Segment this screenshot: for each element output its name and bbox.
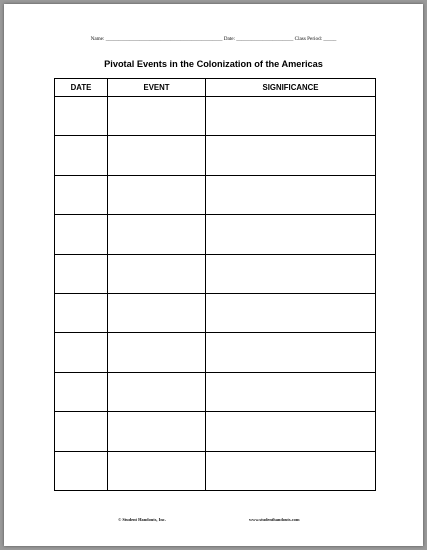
events-table <box>54 78 376 491</box>
table-row <box>55 372 376 411</box>
worksheet-title: Pivotal Events in the Colonization of the Americas <box>104 59 323 69</box>
table-row <box>55 136 376 175</box>
event-cell[interactable] <box>108 175 206 214</box>
copyright-text: © Student Handouts, Inc. <box>118 517 166 522</box>
table-header-row <box>55 79 376 97</box>
significance-cell[interactable] <box>206 97 376 136</box>
student-info-line: Name: _____________________________________________ Date: ______________________ Class Period: _____ <box>90 36 337 42</box>
table-row <box>55 254 376 293</box>
table-row <box>55 451 376 490</box>
column-header-date: DATE <box>55 79 108 97</box>
date-cell[interactable] <box>55 136 108 175</box>
date-cell[interactable] <box>55 412 108 451</box>
event-cell[interactable] <box>108 372 206 411</box>
significance-cell[interactable] <box>206 372 376 411</box>
significance-cell[interactable] <box>206 451 376 490</box>
event-cell[interactable] <box>108 412 206 451</box>
date-cell[interactable] <box>55 254 108 293</box>
event-cell[interactable] <box>108 293 206 332</box>
significance-cell[interactable] <box>206 412 376 451</box>
table-row <box>55 293 376 332</box>
event-cell[interactable] <box>108 451 206 490</box>
significance-cell[interactable] <box>206 215 376 254</box>
significance-cell[interactable] <box>206 293 376 332</box>
event-cell[interactable] <box>108 97 206 136</box>
event-cell[interactable] <box>108 215 206 254</box>
date-cell[interactable] <box>55 175 108 214</box>
website-text: www.studenthandouts.com <box>249 517 300 522</box>
table-row <box>55 215 376 254</box>
table-row <box>55 97 376 136</box>
date-cell[interactable] <box>55 293 108 332</box>
column-header-significance: SIGNIFICANCE <box>206 79 376 97</box>
event-cell[interactable] <box>108 254 206 293</box>
date-cell[interactable] <box>55 451 108 490</box>
significance-cell[interactable] <box>206 254 376 293</box>
table-row <box>55 175 376 214</box>
event-cell[interactable] <box>108 333 206 372</box>
table-row <box>55 412 376 451</box>
column-header-event: EVENT <box>108 79 206 97</box>
date-cell[interactable] <box>55 215 108 254</box>
significance-cell[interactable] <box>206 333 376 372</box>
date-cell[interactable] <box>55 97 108 136</box>
date-cell[interactable] <box>55 333 108 372</box>
event-cell[interactable] <box>108 136 206 175</box>
worksheet-page <box>4 4 423 546</box>
date-cell[interactable] <box>55 372 108 411</box>
significance-cell[interactable] <box>206 136 376 175</box>
table-row <box>55 333 376 372</box>
significance-cell[interactable] <box>206 175 376 214</box>
